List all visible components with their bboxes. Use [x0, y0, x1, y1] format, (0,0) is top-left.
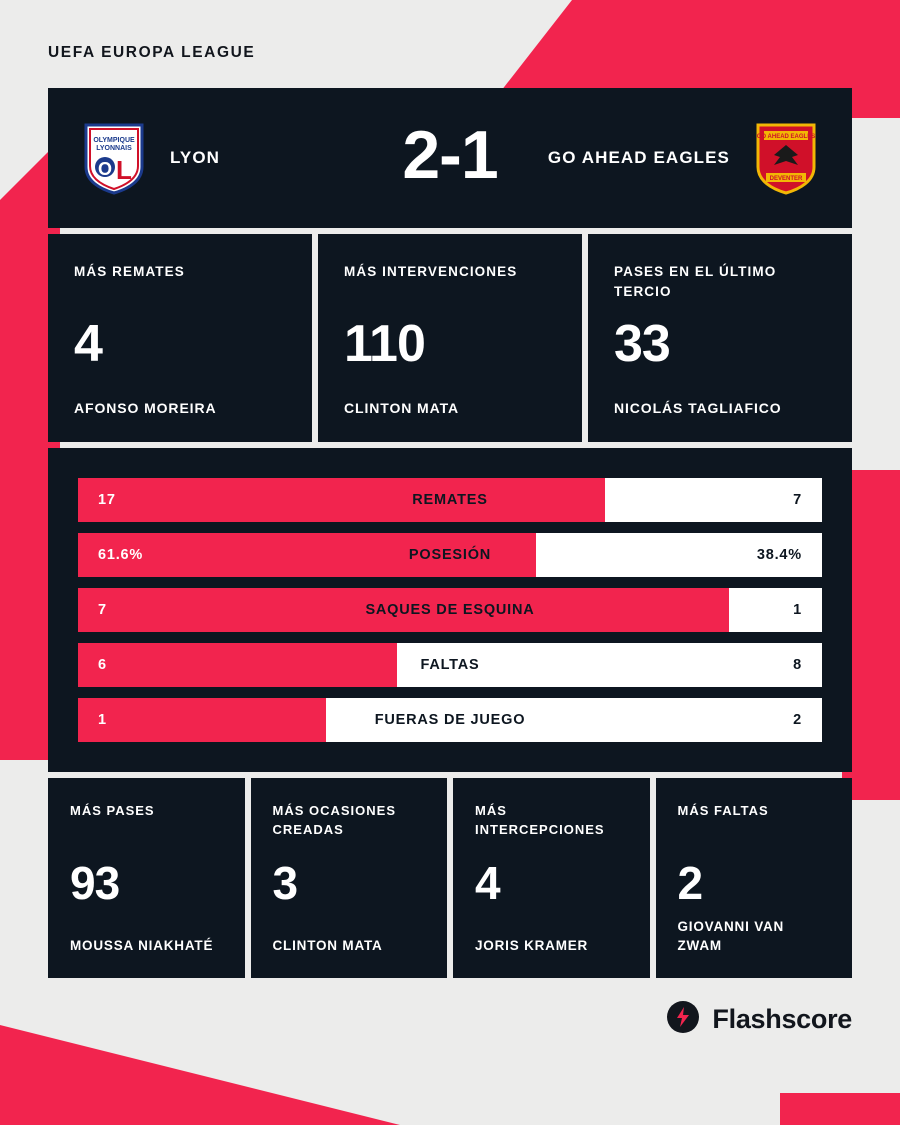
- svg-text:DEVENTER: DEVENTER: [769, 176, 803, 182]
- card-player: CLINTON MATA: [272, 938, 383, 954]
- card-label: MÁS INTERCEPCIONES: [475, 803, 605, 837]
- flashscore-logo-icon: [666, 1000, 700, 1039]
- stat-away-value: 7: [793, 492, 802, 508]
- stat-home-value: 17: [98, 492, 116, 508]
- card-player: AFONSO MOREIRA: [74, 400, 217, 416]
- card-label: MÁS OCASIONES CREADAS: [272, 803, 397, 837]
- olympique-lyonnais-crest: [80, 121, 148, 195]
- match-score: 2-1: [402, 117, 498, 193]
- go-ahead-eagles-crest: [752, 121, 820, 195]
- away-team-block: [520, 121, 820, 195]
- flashscore-wordmark: Flashscore: [712, 1004, 852, 1034]
- decor-shape-bottom-left: [0, 1025, 400, 1125]
- stat-label: POSESIÓN: [408, 547, 492, 563]
- card-label: MÁS PASES: [70, 803, 155, 818]
- stat-away-value: 38.4%: [756, 547, 802, 563]
- svg-text:O: O: [97, 159, 113, 179]
- league-title: UEFA EUROPA LEAGUE: [48, 44, 256, 61]
- svg-text:GO AHEAD EAGLES: GO AHEAD EAGLES: [756, 134, 816, 140]
- card-label: MÁS INTERVENCIONES: [344, 264, 518, 279]
- stat-row: [78, 588, 822, 632]
- card-label: MÁS FALTAS: [677, 803, 769, 818]
- stat-row: [78, 643, 822, 687]
- highlight-card: [318, 234, 582, 442]
- home-team-name: LYON: [170, 148, 221, 167]
- highlight-card: [453, 778, 650, 978]
- card-value: 2: [677, 857, 703, 909]
- match-stats-panel: [48, 448, 852, 772]
- stat-label: REMATES: [412, 492, 488, 508]
- stat-away-value: 8: [793, 657, 802, 673]
- stat-row: [78, 698, 822, 742]
- card-value: 3: [272, 857, 298, 909]
- stat-label: FUERAS DE JUEGO: [374, 712, 526, 728]
- card-player: JORIS KRAMER: [475, 938, 589, 954]
- stat-home-value: 7: [98, 602, 107, 618]
- card-value: 4: [475, 857, 500, 909]
- svg-text:OLYMPIQUE: OLYMPIQUE: [93, 137, 135, 144]
- svg-text:L: L: [116, 155, 132, 185]
- highlight-card: [656, 778, 853, 978]
- stat-home-value: 6: [98, 657, 107, 673]
- card-player: NICOLÁS TAGLIAFICO: [614, 400, 782, 416]
- highlight-card: [588, 234, 852, 442]
- card-value: 93: [70, 857, 120, 909]
- footer: [48, 978, 852, 1039]
- card-player: MOUSSA NIAKHATÉ: [70, 938, 214, 954]
- top-highlight-cards: [48, 234, 852, 442]
- highlight-card: [251, 778, 448, 978]
- stat-label: FALTAS: [420, 657, 480, 673]
- scoreboard: [48, 88, 852, 228]
- stat-home-value: 1: [98, 712, 107, 728]
- stat-row: [78, 533, 822, 577]
- highlight-card: [48, 234, 312, 442]
- card-label: PASES EN EL ÚLTIMO TERCIO: [614, 264, 777, 299]
- card-value: 110: [344, 315, 425, 373]
- svg-text:LYONNAIS: LYONNAIS: [96, 145, 132, 152]
- stat-away-value: 2: [793, 712, 802, 728]
- stat-home-value: 61.6%: [98, 547, 144, 563]
- card-label: MÁS REMATES: [74, 264, 185, 279]
- away-team-name: GO AHEAD EAGLES: [547, 148, 730, 167]
- highlight-card: [48, 778, 245, 978]
- card-player: GIOVANNI VAN ZWAM: [677, 918, 785, 954]
- card-value: 4: [74, 315, 102, 373]
- card-player: CLINTON MATA: [344, 400, 460, 416]
- stat-row: [78, 478, 822, 522]
- decor-shape-bottom-right: [780, 1093, 900, 1125]
- stat-away-value: 1: [793, 602, 802, 618]
- home-team-block: [80, 121, 380, 195]
- stat-label: SAQUES DE ESQUINA: [365, 602, 535, 618]
- card-value: 33: [614, 315, 670, 373]
- bottom-highlight-cards: [48, 778, 852, 978]
